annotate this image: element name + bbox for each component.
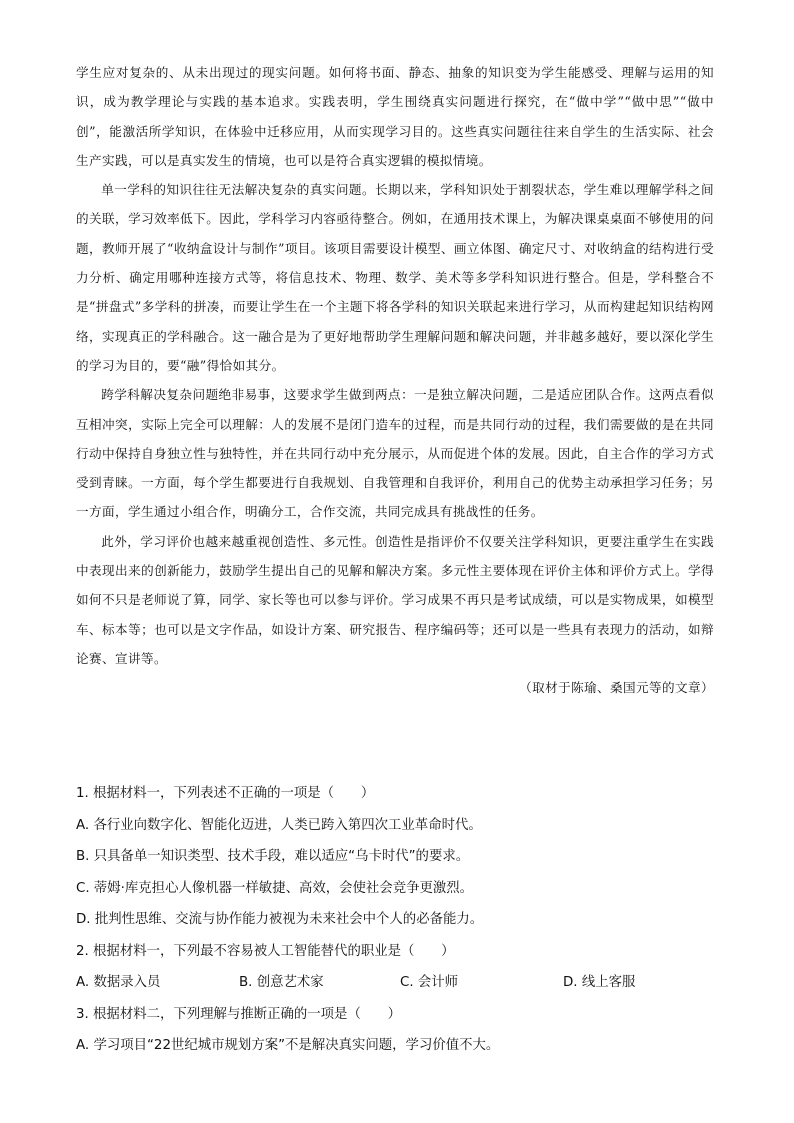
question-3-option-a: A. 学习项目“22世纪城市规划方案”不是解决真实问题，学习价值不大。: [76, 1038, 500, 1053]
question-1-option-d: D. 批判性思维、交流与协作能力被视为未来社会中个人的必备能力。: [76, 912, 484, 927]
question-1-option-c: C. 蒂姆·库克担心人像机器一样敏捷、高效，会使社会竞争更激烈。: [76, 880, 474, 896]
material-paragraph: 此外，学习评价也越来越重视创造性、多元性。创造性是指评价不仅要关注学科知识，更要注重学生在实践中表现出来的创新能力，鼓励学生提出自己的见解和解决方案。多元性主要体现在评价主体和评价方式上。学得如何不只是老师说了算，同学、家长等也可以参与评价。学习成果不再只是考试成绩，可以是实物成果，如模型车、标本等；也可以是文字作品，如设计方案、研究报告、程序编码等；还可以是一些具有表现力的活动，如辩论赛、宣讲等。: [76, 533, 714, 666]
question-2-option-d: D. 线上客服: [563, 975, 636, 990]
question-list: [76, 778, 716, 1062]
question-3-stem: 3. 根据材料二，下列理解与推断正确的一项是（ ）: [76, 1006, 402, 1022]
question-2-stem: 2. 根据材料一，下列最不容易被人工智能替代的职业是（ ）: [76, 943, 455, 959]
question-1-option-b: B. 只具备单一知识类型、技术手段，难以适应“乌卡时代”的要求。: [76, 849, 470, 864]
material-paragraph: 学生应对复杂的、从未出现过的现实问题。如何将书面、静态、抽象的知识变为学生能感受、理解与运用的知识，成为教学理论与实践的基本追求。实践表明，学生围绕真实问题进行探究，在“做中学”“做中思”“做中创”，能激活所学知识，在体验中迁移应用，从而实现学习目的。这些真实问题往往来自学生的生活实际、社会生产实践，可以是真实发生的情境，也可以是符合真实逻辑的模拟情境。: [76, 65, 714, 168]
question-2-option-c: C. 会计师: [400, 975, 459, 990]
reading-material: [76, 58, 714, 703]
material-paragraph: 单一学科的知识往往无法解决复杂的真实问题。长期以来，学科知识处于割裂状态，学生难以理解学科之间的关联，学习效率低下。因此，学科学习内容亟待整合。例如，在通用技术课上，为解决课桌桌面不够使用的问题，教师开展了“收纳盒设计与制作”项目。该项目需要设计模型、画立体图、确定尺寸、对收纳盒的结构进行受力分析、确定用哪种连接方式等，将信息技术、物理、数学、美术等多学科知识进行整合。但是，学科整合不是“拼盘式”多学科的拼凑，而要让学生在一个主题下将各学科的知识关联起来进行学习，从而构建起知识结构网络，实现真正的学科融合。这一融合是为了更好地帮助学生理解问题和解决问题，并非越多越好，要以深化学生的学习为目的，要“融”得恰如其分。: [76, 182, 714, 373]
question-2-option-a: A. 数据录入员: [76, 975, 161, 990]
material-paragraph: 跨学科解决复杂问题绝非易事，这要求学生做到两点：一是独立解决问题，二是适应团队合作。这两点看似互相冲突，实际上完全可以理解：人的发展不是闭门造车的过程，而是共同行动的过程，我们需要做的是在共同行动中保持自身独立性与独特性，并在共同行动中充分展示，从而促进个体的发展。因此，自主合作的学习方式受到青睐。一方面，每个学生都要进行自我规划、自我管理和自我评价，利用自己的优势主动承担学习任务；另一方面，学生通过小组合作，明确分工，合作交流，共同完成具有挑战性的任务。: [76, 387, 714, 520]
material-source: （取材于陈瑜、桑国元等的文章）: [519, 680, 714, 696]
question-2-option-b: B. 创意艺术家: [239, 975, 324, 990]
question-1-stem: 1. 根据材料一，下列表述不正确的一项是（ ）: [76, 786, 375, 801]
question-1-option-a: A. 各行业向数字化、智能化迈进，人类已跨入第四次工业革命时代。: [76, 817, 482, 833]
question-2-options: [76, 967, 716, 999]
